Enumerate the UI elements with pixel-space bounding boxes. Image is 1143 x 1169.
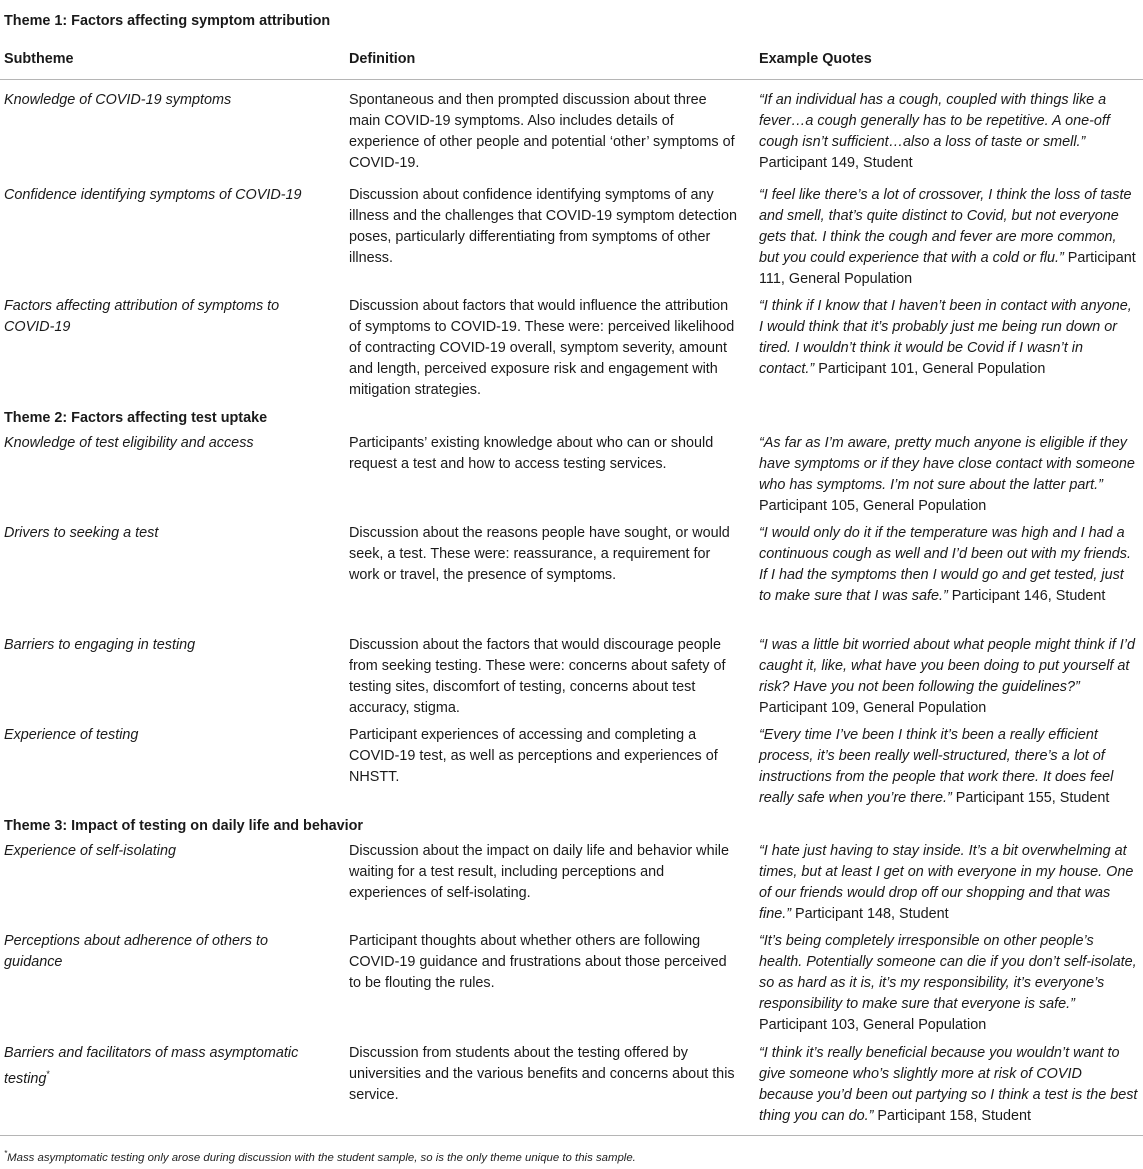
subtheme-cell: Knowledge of COVID-19 symptoms [4,92,232,108]
quote-text: “I think if I know that I haven’t been in contact with anyone, I would think that it’s probably just me being run down or tired. I wouldn’t think it would be Covid if I wasn’t in contact.” [759,297,1132,377]
quote-text: “It’s being completely irresponsible on other people’s health. Potentially someone can die if you don’t self-isolate, so as hard as it is, it’s my responsibility, it’s everyone’s responsibility to make sure that everyone is safe.” [759,932,1137,1012]
subtheme-cell: Experience of self-isolating [4,842,176,859]
definition-cell: Discussion about the impact on daily life and behavior while waiting for a test result, including perceptions and experiences of self-isolating. [349,842,729,901]
subtheme-cell: Knowledge of test eligibility and access [4,434,254,451]
footnote-mark: * [46,1068,50,1079]
theme-heading-row [0,0,1143,40]
theme-title: Theme 1: Factors affecting symptom attribution [4,13,331,29]
subtheme-cell: Perceptions about adherence of others to guidance [4,932,269,970]
quote-text: “I think it’s really beneficial because you wouldn’t want to give someone who’s slightly more at risk of COVID because you’d been out partying so I think a test is the best thing you can do.” [759,1044,1138,1124]
quote-attribution: Participant 149, Student [759,155,913,171]
definition-cell: Participant experiences of accessing and completing a COVID-19 test, as well as perceptions and experiences of NHSTT. [349,726,718,785]
quote-attribution: Participant 111, General Population [759,249,1136,287]
quote-cell [755,295,1143,406]
quote-attribution: Participant 158, Student [877,1107,1032,1124]
table-row [0,522,1143,634]
table-row [0,80,1143,184]
quote-cell [755,840,1143,930]
column-header-quotes: Example Quotes [755,40,1143,80]
definition-cell: Discussion from students about the testing offered by universities and the various benefits and concerns about this service. [345,1042,755,1136]
table-row [0,930,1143,1042]
quote-attribution: Participant 105, General Population [759,497,987,514]
quote-text: “Every time I’ve been I think it’s been a really efficient process, it’s been really well-structured, there’s a lot of instructions from the people that work there. It does feel really safe when you’re there.” [759,726,1114,806]
definition-cell: Discussion about factors that would influence the attribution of symptoms to COVID-19. These were: perceived likelihood of contracting COVID-19 overall, symptom severity, amount and length, perceived exposure risk and engagement with mitigation strategies. [349,297,735,398]
table-row [0,840,1143,930]
quote-attribution: Participant 109, General Population [759,699,987,716]
quote-cell [755,724,1143,814]
table-row [0,432,1143,522]
quote-cell [755,1042,1143,1136]
definition-cell: Participants’ existing knowledge about who can or should request a test and how to access testing services. [349,434,714,472]
table-row [0,1042,1143,1136]
subtheme-cell: Factors affecting attribution of symptoms to COVID-19 [4,297,280,335]
definition-cell: Discussion about confidence identifying symptoms of any illness and the challenges that COVID-19 symptom detection poses, particularly differentiating from symptoms of other illness. [349,186,737,266]
subtheme-text: Barriers and facilitators of mass asymptomatic testing [4,1044,299,1087]
quote-attribution: Participant 101, General Population [818,360,1046,377]
quote-text: “As far as I’m aware, pretty much anyone is eligible if they have symptoms or if they have close contact with someone who has symptoms. I’m not sure about the latter part.” [759,434,1135,493]
quote-text: “I hate just having to stay inside. It’s a bit overwhelming at times, but at least I get on with everyone in my house. One of our friends would drop off our shopping and that was fine.” [759,842,1134,922]
quote-attribution: Participant 103, General Population [759,1016,987,1033]
quote-text: “I was a little bit worried about what people might think if I’d caught it, like, what have you been doing to put yourself at risk? Have you not been following the guidelines?” [759,636,1135,695]
definition-cell: Spontaneous and then prompted discussion about three main COVID-19 symptoms. Also includes details of experience of other people and potential ‘other’ symptoms of COVID-19. [349,92,735,171]
quote-cell [755,80,1143,184]
quote-text: “I would only do it if the temperature was high and I had a continuous cough as well and I’d been out with my friends. If I had the symptoms then I would go and get tested, just to make sure that I was safe.” [759,524,1131,604]
quote-cell [755,522,1143,634]
column-header-subtheme: Subtheme [0,40,345,80]
quote-cell [755,930,1143,1042]
table-row [0,184,1143,295]
footnote-marker: * [4,1149,8,1158]
definition-cell: Discussion about the factors that would discourage people from seeking testing. These were: concerns about safety of testing sites, discomfort of testing, concerns about test accuracy, stigma. [349,636,726,716]
subtheme-cell: Barriers to engaging in testing [4,636,196,653]
subtheme-cell [0,1042,345,1136]
column-header-definition: Definition [345,40,755,80]
quote-cell [755,184,1143,295]
table-row [0,634,1143,724]
quote-text: “If an individual has a cough, coupled with things like a fever…a cough generally has to be repetitive. A one-off cough isn’t sufficient…also a loss of taste or smell.” [759,92,1110,150]
table-row [0,295,1143,406]
quote-attribution: Participant 155, Student [955,789,1110,806]
theme-heading-row [0,814,1143,840]
quote-attribution: Participant 148, Student [795,905,949,922]
quote-cell [755,634,1143,724]
table-row [0,724,1143,814]
definition-cell: Discussion about the reasons people have sought, or would seek, a test. These were: reassurance, a requirement for work or travel, the presence of symptoms. [349,524,730,583]
subtheme-cell: Drivers to seeking a test [4,524,159,541]
quote-text: “I feel like there’s a lot of crossover, I think the loss of taste and smell, that’s quite distinct to Covid, but not everyone gets that. I think the cough and fever are more common, but you could experience that with a cold or flu.” [759,186,1132,266]
theme-title: Theme 2: Factors affecting test uptake [4,409,268,426]
subtheme-cell: Confidence identifying symptoms of COVID-19 [4,186,302,203]
footnote-text: Mass asymptomatic testing only arose during discussion with the student sample, so is the only theme unique to this sample. [7,1151,636,1164]
theme-title: Theme 3: Impact of testing on daily life and behavior [4,817,364,834]
quote-attribution: Participant 146, Student [951,587,1106,604]
subtheme-cell: Experience of testing [4,726,139,743]
theme-heading-row [0,406,1143,432]
definition-cell: Participant thoughts about whether others are following COVID-19 guidance and frustrations about those perceived to be flouting the rules. [349,932,727,991]
column-header-row [0,40,1143,80]
table-footnote [4,1147,636,1165]
quote-cell [755,432,1143,522]
